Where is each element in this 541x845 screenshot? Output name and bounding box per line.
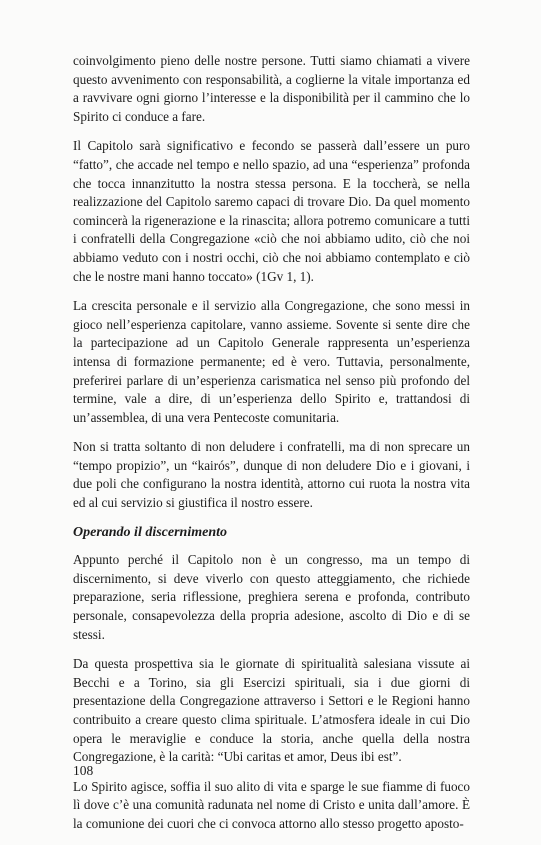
paragraph-2: Il Capitolo sarà significativo e fecondo se passerà dall’essere un puro “fatto”, che accade nel tempo e nello spazio, ad una “esperienza” profonda che tocca innanzitutto la nostra stessa persona. E la toccherà, se nella realizzazione del Capitolo saremo capaci di trovare Dio. Da quel momento comincerà la rigenerazione e la rinascita; allora potremo comunicare a tutti i confratelli della Congregazione «ciò che noi abbiamo udito, ciò che noi abbiamo veduto con i nostri occhi, ciò che noi abbiamo contemplato e ciò che le nostre mani hanno toccato» (1Gv 1, 1). [73, 138, 470, 284]
paragraph-3: La crescita personale e il servizio alla Congregazione, che sono messi in gioco nell’esperienza capitolare, vanno assieme. Sovente si sente dire che la partecipazione ad un Capitolo Generale rappresenta un’esperienza intensa di formazione permanente; ed è vero. Tuttavia, personalmente, preferirei parlare di un’esperienza carismatica nel senso più profondo del termine, vale a dire, di un’esperienza dello Spirito e, trattandosi di un’assemblea, di una vera Pentecoste comunitaria. [73, 298, 470, 425]
paragraph-5: Appunto perché il Capitolo non è un congresso, ma un tempo di discernimento, si deve viverlo con questo atteggiamento, che richiede preparazione, seria riflessione, preghiera serena e profonda, contributo personale, consapevolezza della propria adesione, ascolto di Dio e di se stessi. [73, 552, 470, 642]
paragraph-6: Da questa prospettiva sia le giornate di spiritualità salesiana vissute ai Becchi e a Torino, sia gli Esercizi spirituali, sia i due giorni di presentazione della Congregazione attraverso i Settori e le Regioni hanno contribuito a creare questo clima spirituale. L’atmosfera ideale in cui Dio opera le meraviglie e conduce la storia, anche quella della nostra Congregazione, è la carità: “Ubi caritas et amor, Deus ibi est”. [73, 656, 470, 765]
paragraph-4: Non si tratta soltanto di non deludere i confratelli, ma di non sprecare un “tempo propizio”, un “kairós”, dunque di non deludere Dio e i giovani, i due poli che configurano la nostra identità, attorno cui ruota la nostra vita ed al cui servizio si giustifica il nostro essere. [73, 439, 470, 511]
section-heading: Operando il discernimento [73, 524, 228, 540]
page-number: 108 [73, 763, 94, 778]
paragraph-7: Lo Spirito agisce, soffia il suo alito di vita e sparge le sue fiamme di fuoco lì dove c’è una comunità radunata nel nome di Cristo e unita dall’amore. È la comunione dei cuori che ci convoca attorno allo stesso progetto aposto- [73, 778, 470, 831]
paragraph-1: coinvolgimento pieno delle nostre persone. Tutti siamo chiamati a vivere questo avvenimento con responsabilità, a coglierne la vitale importanza ed a ravvivare ogni giorno l’interesse e la disponibilità per il cammino che lo Spirito ci conduce a fare. [73, 53, 470, 124]
page-body [73, 52, 470, 845]
